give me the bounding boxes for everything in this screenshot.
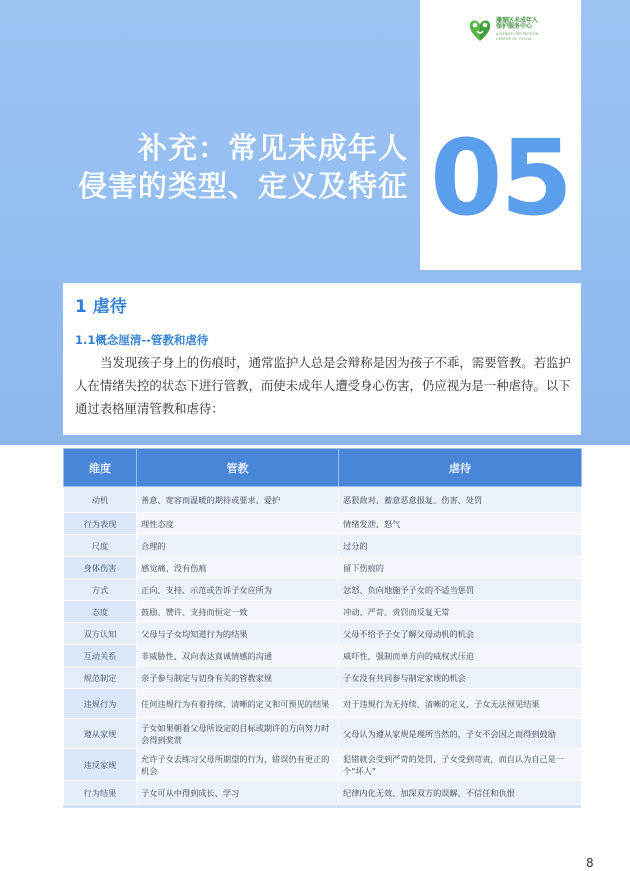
row-discipline: 子女如果朝着父母所设定的目标或期许的方向努力时会得到奖赏 bbox=[137, 719, 339, 749]
row-abuse: 威吓性，强制而单方向的威权式压迫 bbox=[339, 645, 582, 667]
section-number: 05 bbox=[430, 117, 571, 239]
comparison-table-wrap bbox=[63, 448, 581, 808]
table-row bbox=[64, 557, 582, 579]
page-number: 8 bbox=[586, 856, 594, 870]
logo-name-cn-line1: 珊瑚区未成年人 bbox=[496, 16, 539, 24]
row-discipline: 非威胁性、双向表达真诚情感的沟通 bbox=[137, 645, 339, 667]
row-discipline: 鼓励、赞许、支持而恒定一致 bbox=[137, 601, 339, 623]
row-discipline: 理性态度 bbox=[137, 513, 339, 535]
row-dimension: 行为表现 bbox=[64, 513, 137, 535]
header-discipline: 管教 bbox=[137, 449, 339, 487]
row-abuse: 父母不给予子女了解父母动机的机会 bbox=[339, 623, 582, 645]
logo-name-cn-line2: 保护服务中心 bbox=[496, 23, 533, 31]
header-dimension: 维度 bbox=[64, 449, 137, 487]
row-dimension: 规范制定 bbox=[64, 667, 137, 689]
table-row bbox=[64, 719, 582, 749]
row-dimension: 动机 bbox=[64, 487, 137, 513]
header-abuse: 虐待 bbox=[339, 449, 582, 487]
row-discipline: 父母与子女均知道行为的结果 bbox=[137, 623, 339, 645]
row-abuse: 情绪发泄、怒气 bbox=[339, 513, 582, 535]
content-card bbox=[63, 283, 581, 435]
table-row bbox=[64, 645, 582, 667]
row-abuse: 忿怒、负向地施予子女的不适当惩罚 bbox=[339, 579, 582, 601]
row-abuse: 冲动、严苛、责罚而反复无常 bbox=[339, 601, 582, 623]
organization-logo bbox=[468, 14, 568, 46]
row-abuse: 留下伤痕的 bbox=[339, 557, 582, 579]
logo-name-en-line1: JUVENILE PROTECTION bbox=[496, 31, 539, 36]
row-abuse: 子女没有共同参与制定家规的机会 bbox=[339, 667, 582, 689]
heart-hands-logo-icon bbox=[468, 17, 492, 43]
subheading-concept: 1.1概念厘清--管教和虐待 bbox=[75, 333, 209, 347]
intro-paragraph: 当发现孩子身上的伤痕时，通常监护人总是会辩称是因为孩子不乖，需要管教。若监护人在情绪失控的状态下进行管教，而使未成年人遭受身心伤害，仍应视为是一种虐待。以下通过表格厘清管教和虐待： bbox=[75, 355, 571, 416]
row-dimension: 违规行为 bbox=[64, 689, 137, 719]
row-discipline: 允许子女去练习父母所期望的行为，错误仍有更正的机会 bbox=[137, 749, 339, 781]
row-abuse: 对于违规行为无持续、清晰的定义，子女无法预见结果 bbox=[339, 689, 582, 719]
table-header-row bbox=[64, 449, 582, 487]
row-discipline: 正向、支持、示范或告诉子女应所为 bbox=[137, 579, 339, 601]
row-discipline: 善意、宽容而温暖的期待或要求、爱护 bbox=[137, 487, 339, 513]
table-row bbox=[64, 601, 582, 623]
row-abuse: 父母认为遵从家规是理所当然的，子女不会因之而得到鼓励 bbox=[339, 719, 582, 749]
table-row bbox=[64, 667, 582, 689]
row-abuse: 恶狠敌对、蓄意恶意报复、伤害、处罚 bbox=[339, 487, 582, 513]
row-dimension: 方式 bbox=[64, 579, 137, 601]
heading-abuse: 1 虐待 bbox=[75, 297, 127, 317]
table-row bbox=[64, 781, 582, 805]
row-discipline: 亲子参与制定与切身有关的管教家规 bbox=[137, 667, 339, 689]
section-title-line2: 侵害的类型、定义及特征 bbox=[77, 169, 408, 203]
table-row bbox=[64, 749, 582, 781]
row-dimension: 遵从家规 bbox=[64, 719, 137, 749]
row-dimension: 互动关系 bbox=[64, 645, 137, 667]
row-abuse: 纪律内化无效、加深双方的误解、不信任和仇恨 bbox=[339, 781, 582, 805]
row-discipline: 感觉痛、没有伤痕 bbox=[137, 557, 339, 579]
row-discipline: 子女可从中得到成长、学习 bbox=[137, 781, 339, 805]
logo-name-en-line2: CENTER OF YUCHA bbox=[496, 37, 532, 42]
table-row bbox=[64, 487, 582, 513]
section-title-line1: 补充：常见未成年人 bbox=[137, 131, 408, 165]
row-discipline: 任何违规行为有着持续、清晰的定义和可预见的结果 bbox=[137, 689, 339, 719]
row-discipline: 合理的 bbox=[137, 535, 339, 557]
row-abuse: 犯错就会受到严苛的处罚，子女受到苛责，而自认为自己是一个“坏人” bbox=[339, 749, 582, 781]
table-row bbox=[64, 689, 582, 719]
table-row bbox=[64, 623, 582, 645]
comparison-table bbox=[63, 448, 582, 805]
row-dimension: 双方认知 bbox=[64, 623, 137, 645]
table-row bbox=[64, 535, 582, 557]
section-title bbox=[8, 129, 408, 205]
table-row bbox=[64, 579, 582, 601]
row-dimension: 尺度 bbox=[64, 535, 137, 557]
table-row bbox=[64, 513, 582, 535]
row-abuse: 过分的 bbox=[339, 535, 582, 557]
row-dimension: 身体伤害 bbox=[64, 557, 137, 579]
row-dimension: 违反家规 bbox=[64, 749, 137, 781]
row-dimension: 态度 bbox=[64, 601, 137, 623]
row-dimension: 行为结果 bbox=[64, 781, 137, 805]
